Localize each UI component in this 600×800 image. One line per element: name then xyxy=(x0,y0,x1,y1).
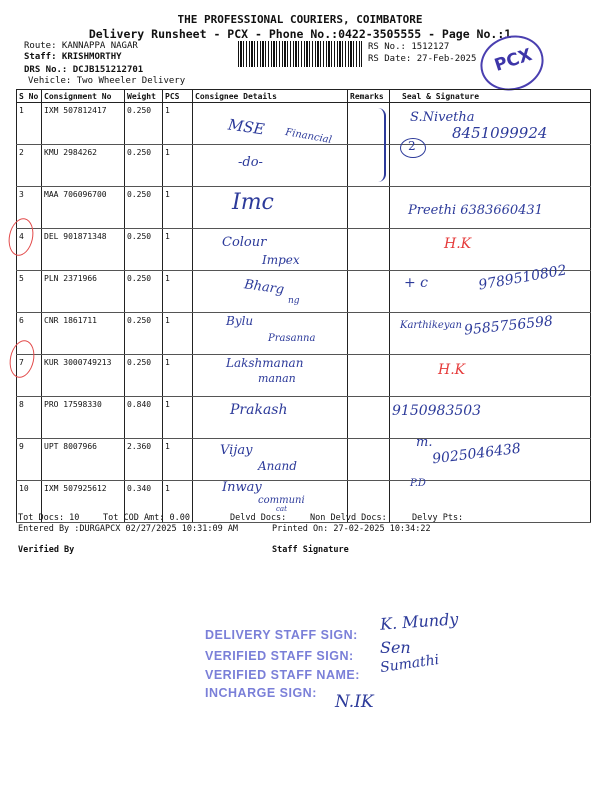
hw-sign-4: H.K xyxy=(444,236,472,252)
hw-consignee-6a: Bylu xyxy=(226,314,254,328)
hw-sign-1a: S.Nivetha xyxy=(410,110,475,125)
cell-weight: 0.840 xyxy=(125,397,163,439)
hw-sign-3: Preethi 6383660431 xyxy=(408,203,543,218)
hw-consignee-3: Imc xyxy=(232,190,274,215)
hw-consignee-1a: MSE xyxy=(226,115,266,139)
stamp-signature-1: K. Mundy xyxy=(379,609,459,634)
cell-signature xyxy=(390,355,591,397)
total-docs: Tot Docs: 10 xyxy=(18,513,80,523)
runsheet-title: Delivery Runsheet - PCX - Phone No.:0422-3505555 - Page No.:1 xyxy=(88,27,512,41)
col-consignee: Consignee Details xyxy=(193,90,348,103)
cell-pcs: 1 xyxy=(163,103,193,145)
hw-consignee-2: -do- xyxy=(238,155,263,170)
cell-remarks xyxy=(348,187,390,229)
hw-consignee-5a: Bharg xyxy=(243,277,286,298)
table-row xyxy=(17,229,591,271)
cell-pcs: 1 xyxy=(163,439,193,481)
cell-consignment: KUR 3000749213 xyxy=(42,355,125,397)
printed-on: Printed On: 27-02-2025 10:34:22 xyxy=(272,524,431,534)
cell-sno: 4 xyxy=(17,229,42,271)
table-row xyxy=(17,145,591,187)
hw-consignee-1b: Financial xyxy=(284,127,333,146)
hw-consignee-9a: Vijay xyxy=(220,443,253,458)
stamp-signature-4: N.IK xyxy=(335,692,374,712)
cell-remarks xyxy=(348,439,390,481)
col-seal-signature: Seal & Signature xyxy=(390,90,591,103)
stamp-incharge-sign: INCHARGE SIGN: xyxy=(205,686,317,700)
cell-remarks xyxy=(348,271,390,313)
cell-sno: 5 xyxy=(17,271,42,313)
hw-consignee-7b: manan xyxy=(258,372,296,385)
cell-weight: 0.340 xyxy=(125,481,163,523)
cell-sno: 2 xyxy=(17,145,42,187)
hw-sign-1b: 8451099924 xyxy=(452,124,548,142)
cell-weight: 0.250 xyxy=(125,145,163,187)
col-consignment: Consignment No xyxy=(42,90,125,103)
verified-by: Verified By xyxy=(18,545,75,555)
cell-consignment: KMU 2984262 xyxy=(42,145,125,187)
hw-consignee-4b: Impex xyxy=(262,253,300,267)
hw-sign-8: 9150983503 xyxy=(392,403,482,419)
hw-consignee-8: Prakash xyxy=(230,402,288,418)
cell-weight: 0.250 xyxy=(125,103,163,145)
hw-consignee-7a: Lakshmanan xyxy=(226,356,304,370)
stamp-verified-staff-sign: VERIFIED STAFF SIGN: xyxy=(205,649,354,663)
cell-sno: 10 xyxy=(17,481,42,523)
route-label: Route: KANNAPPA NAGAR xyxy=(24,41,138,51)
hw-consignee-4a: Colour xyxy=(222,235,267,250)
cell-weight: 0.250 xyxy=(125,313,163,355)
hw-sign-7: H.K xyxy=(438,362,466,378)
staff-label: Staff: KRISHMORTHY xyxy=(24,52,122,62)
cell-pcs: 1 xyxy=(163,313,193,355)
cell-pcs: 1 xyxy=(163,187,193,229)
hw-sign-10: P.D xyxy=(410,478,426,489)
cell-consignment: PRO 17598330 xyxy=(42,397,125,439)
cell-consignment: MAA 706096700 xyxy=(42,187,125,229)
cell-sno: 8 xyxy=(17,397,42,439)
cell-consignment: PLN 2371966 xyxy=(42,271,125,313)
cell-weight: 0.250 xyxy=(125,355,163,397)
cell-pcs: 1 xyxy=(163,271,193,313)
entered-by: Entered By :DURGAPCX 02/27/2025 10:31:09 AM xyxy=(18,524,239,534)
table-row xyxy=(17,397,591,439)
cell-consignment: CNR 1861711 xyxy=(42,313,125,355)
col-weight: Weight xyxy=(125,90,163,103)
cell-remarks xyxy=(348,397,390,439)
cell-weight: 0.250 xyxy=(125,271,163,313)
cell-sno: 3 xyxy=(17,187,42,229)
cell-weight: 2.360 xyxy=(125,439,163,481)
total-cod: Tot COD Amt: 0.00 xyxy=(103,513,190,523)
cell-sno: 1 xyxy=(17,103,42,145)
cell-sno: 9 xyxy=(17,439,42,481)
cell-weight: 0.250 xyxy=(125,187,163,229)
circle-2-text: 2 xyxy=(408,139,416,153)
stamp-signature-2: Sen xyxy=(380,638,411,657)
cell-pcs: 1 xyxy=(163,481,193,523)
stamp-signature-3: Sumathi xyxy=(379,651,441,677)
delivered-docs: Delvd Docs: xyxy=(230,513,287,523)
company-title: THE PROFESSIONAL COURIERS, COIMBATORE xyxy=(177,13,423,26)
hw-consignee-10a: Inway xyxy=(222,480,262,495)
hw-sign-5x: + c xyxy=(404,275,429,291)
hw-consignee-6b: Prasanna xyxy=(268,333,316,344)
table-row xyxy=(17,355,591,397)
hw-sign-9b: 9025046438 xyxy=(431,440,522,468)
cell-consignee xyxy=(193,145,348,187)
hw-consignee-9b: Anand xyxy=(258,459,297,473)
cell-remarks xyxy=(348,229,390,271)
rs-number: RS No.: 1512127 xyxy=(368,42,450,52)
hw-sign-6b: 9585756598 xyxy=(463,313,554,339)
delivery-points: Delvy Pts: xyxy=(412,513,464,523)
cell-consignment: DEL 901871348 xyxy=(42,229,125,271)
stamp-verified-staff-name: VERIFIED STAFF NAME: xyxy=(205,668,360,682)
cell-consignment: IXM 507925612 xyxy=(42,481,125,523)
cell-sno: 6 xyxy=(17,313,42,355)
drs-number: DRS No.: DCJB151212701 xyxy=(24,65,144,75)
pcx-stamp-text: PCX xyxy=(492,45,535,76)
non-delivered-docs: Non Delvd Docs: xyxy=(310,513,387,523)
rs-date: RS Date: 27-Feb-2025 xyxy=(368,54,477,64)
hw-consignee-10c: cat xyxy=(276,505,287,513)
staff-signature: Staff Signature xyxy=(272,545,349,555)
hw-consignee-10b: communi xyxy=(258,495,305,506)
hw-sign-5: 9789510802 xyxy=(477,262,568,294)
vehicle-label: Vehicle: Two Wheeler Delivery xyxy=(28,76,186,86)
cell-pcs: 1 xyxy=(163,229,193,271)
hw-sign-6a: Karthikeyan xyxy=(400,320,462,331)
cell-remarks xyxy=(348,355,390,397)
cell-pcs: 1 xyxy=(163,355,193,397)
cell-consignment: UPT 8007966 xyxy=(42,439,125,481)
col-pcs: PCS xyxy=(163,90,193,103)
cell-pcs: 1 xyxy=(163,397,193,439)
col-remarks: Remarks xyxy=(348,90,390,103)
cell-pcs: 1 xyxy=(163,145,193,187)
stamp-delivery-staff-sign: DELIVERY STAFF SIGN: xyxy=(205,628,358,642)
bracket-mark xyxy=(378,108,386,182)
table-header-row xyxy=(17,90,591,103)
col-sno: S No xyxy=(17,90,42,103)
cell-consignment: IXM 507812417 xyxy=(42,103,125,145)
cell-sno: 7 xyxy=(17,355,42,397)
hw-sign-9a: m. xyxy=(416,435,433,450)
cell-weight: 0.250 xyxy=(125,229,163,271)
cell-remarks xyxy=(348,313,390,355)
hw-consignee-5b: ng xyxy=(288,296,300,306)
barcode xyxy=(238,41,362,67)
